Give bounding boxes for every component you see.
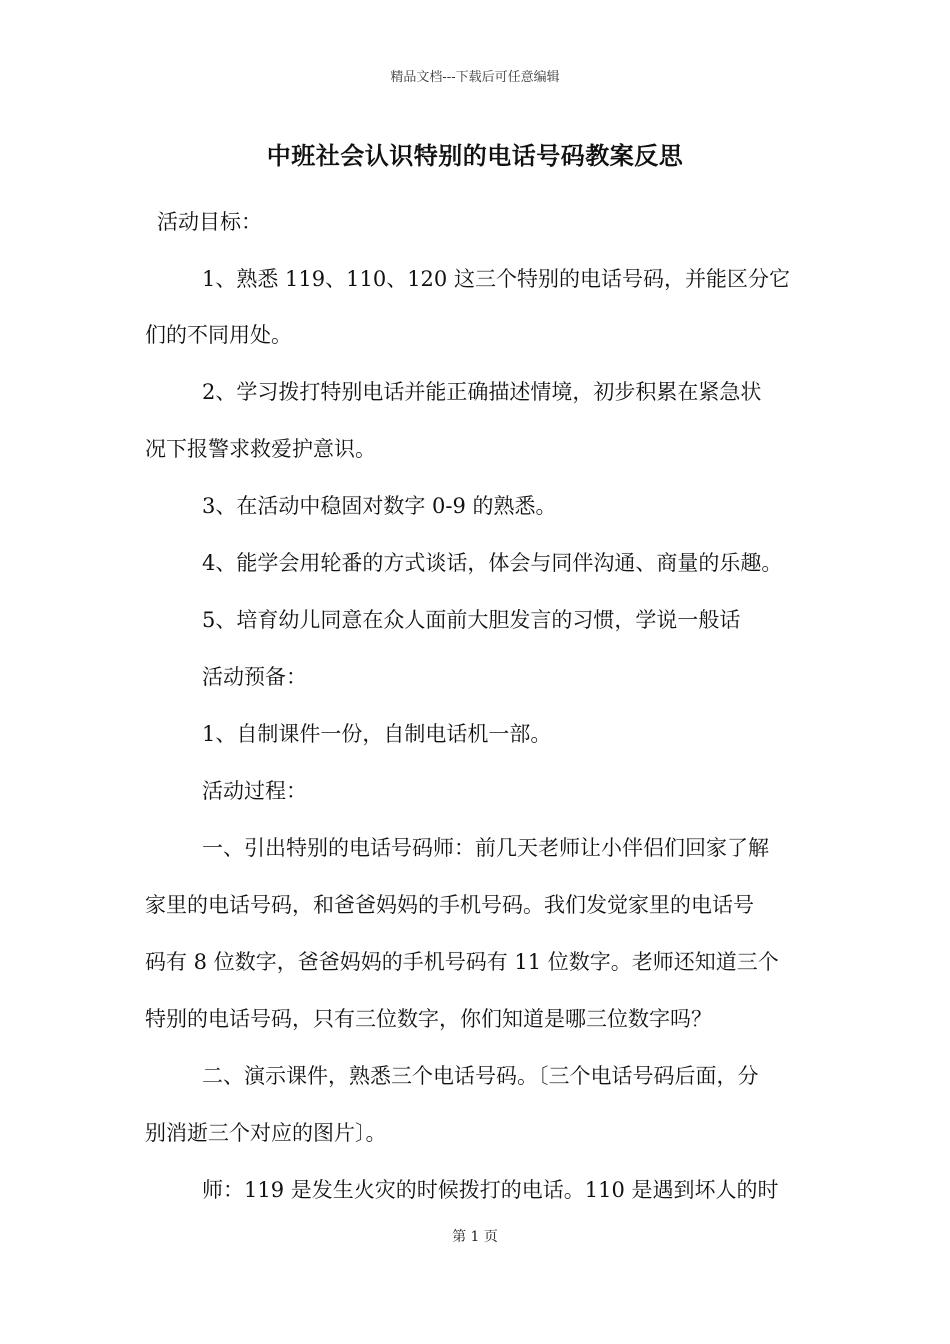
paragraph-line: 家里的电话号码，和爸爸妈妈的手机号码。我们发觉家里的电话号 <box>145 893 754 917</box>
paragraph-line: 们的不同用处。 <box>145 323 292 347</box>
paragraph-line: 5、培育幼儿同意在众人面前大胆发言的习惯，学说一般话 <box>202 608 741 632</box>
paragraph-line: 2、学习拨打特别电话并能正确描述情境，初步积累在紧急状 <box>202 380 762 404</box>
paragraph-line: 师：119 是发生火灾的时候拨打的电话。110 是遇到坏人的时 <box>202 1178 779 1202</box>
paragraph-line: 二、演示课件，熟悉三个电话号码。〔三个电话号码后面，分 <box>202 1064 759 1088</box>
paragraph-line: 1、自制课件一份，自制电话机一部。 <box>202 722 552 746</box>
section-heading-process: 活动过程： <box>202 779 307 803</box>
paragraph-line: 码有 8 位数字，爸爸妈妈的手机号码有 11 位数字。老师还知道三个 <box>145 950 779 974</box>
paragraph-line: 况下报警求救爱护意识。 <box>145 437 376 461</box>
section-heading-preparation: 活动预备： <box>202 665 307 689</box>
paragraph-line: 4、能学会用轮番的方式谈话，体会与同伴沟通、商量的乐趣。 <box>202 551 783 575</box>
page-header: 精品文档---下载后可任意编辑 <box>390 70 560 85</box>
document-title: 中班社会认识特别的电话号码教案反思 <box>266 141 684 170</box>
section-heading-goals: 活动目标： <box>157 210 262 234</box>
paragraph-line: 特别的电话号码，只有三位数字，你们知道是哪三位数字吗？ <box>145 1007 712 1031</box>
paragraph-line: 1、熟悉 119、110、120 这三个特别的电话号码，并能区分它 <box>202 267 790 291</box>
paragraph-line: 别消逝三个对应的图片〕。 <box>145 1121 387 1145</box>
paragraph-line: 3、在活动中稳固对数字 0-9 的熟悉。 <box>202 494 557 518</box>
page-number: 第 1 页 <box>452 1229 498 1245</box>
paragraph-line: 一、引出特别的电话号码师：前几天老师让小伴侣们回家了解 <box>202 836 769 860</box>
